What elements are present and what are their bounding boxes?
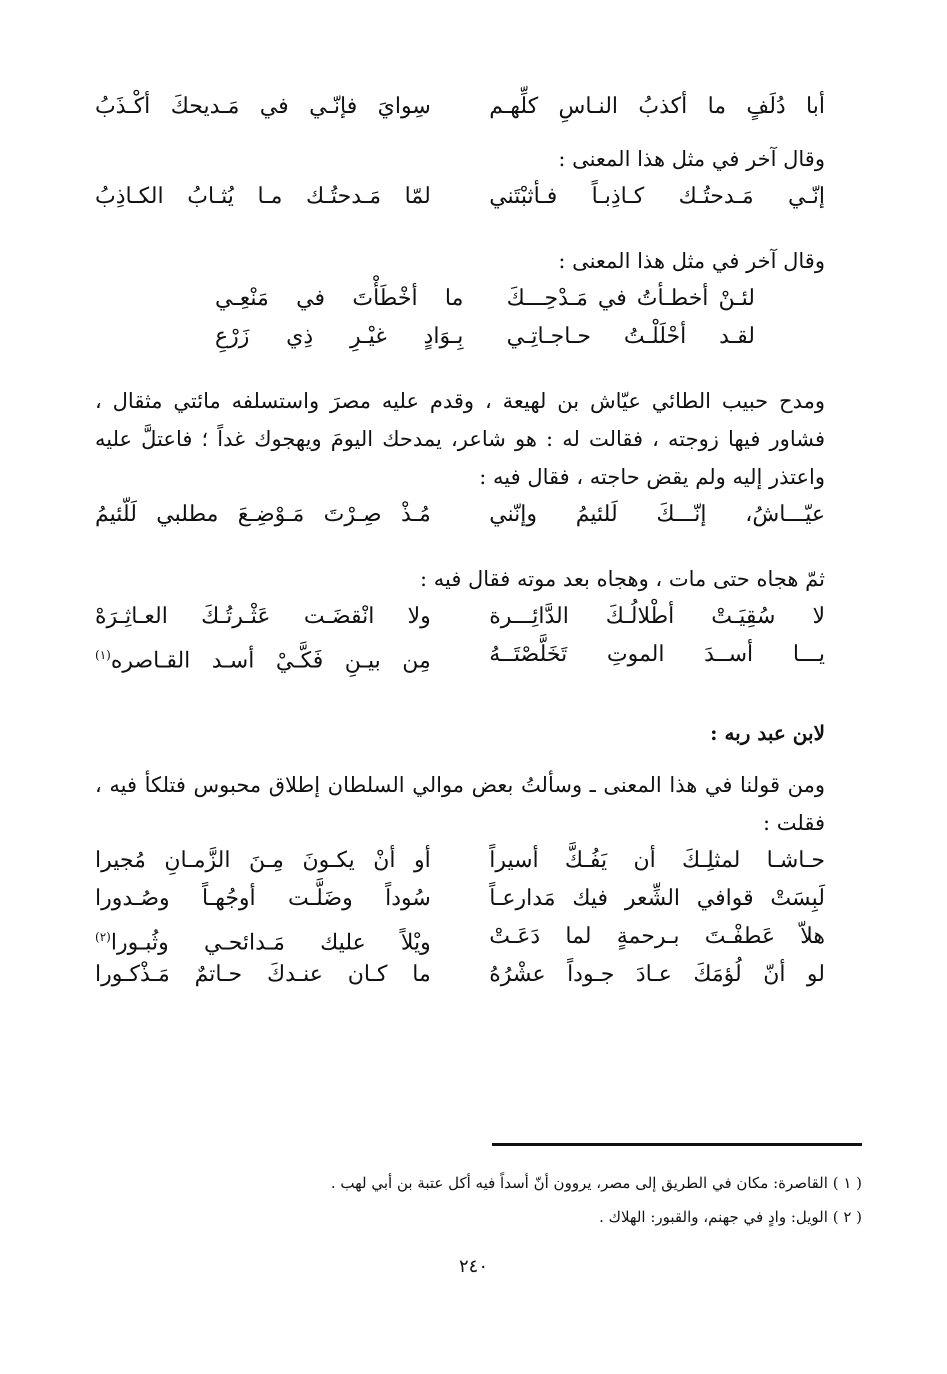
verse-line <box>95 88 825 126</box>
footnote-divider <box>492 1143 862 1146</box>
verse-second-hemistich: سُوداً وضَلَّـت أوجُهـاً وصُـدورا <box>95 886 431 911</box>
verse-second-hemistich: سِوايَ فإنّـي في مَـديحكَ أكْـذَبُ <box>95 94 431 119</box>
verse-first-hemistich: عيّـــاشُ، إنّـــكَ لَلئيمُ وإنّني <box>489 502 825 527</box>
footnote: ( ١ ) القاصرة: مكان في الطريق إلى مصر، يروون أنّ أسداً فيه أكل عتبة بن أبي لهب . <box>330 1174 862 1192</box>
verse-second-hemistich: ما كـان عنـدكَ حـاتمٌ مَـذْكـورا <box>95 962 431 987</box>
hemistich-text: ويْلاً عليك مَـدائحـي وثُبـورا <box>110 930 431 956</box>
verse-line <box>95 880 825 918</box>
verse-introduction: ثمّ هجاه حتى مات ، وهجاه بعد موته فقال فيه : <box>419 567 825 591</box>
verse-first-hemistich: لا سُقِيَـتْ أطْلالُـكَ الدَّائِـــرة <box>489 604 825 629</box>
page-number: ٢٤٠ <box>458 1256 488 1277</box>
verse-line <box>95 842 825 880</box>
hemistich-text: مِن بيـنِ فَكَّـيْ أسـد القـاصره <box>110 648 431 674</box>
verse-second-hemistich: بِـوَادٍ غيْـرِ ذِي زَرْعِ <box>215 324 464 349</box>
verse-line <box>95 318 825 356</box>
verse-line <box>95 280 825 318</box>
verse-first-hemistich: لَبِسَتْ قوافي الشِّعر فيك مَدارعـاً <box>489 886 825 911</box>
verse-second-hemistich: مُـذْ صِـرْتَ مَـوْضِـعَ مطلبي لَلّئيمُ <box>95 502 431 527</box>
verse-second-hemistich: ولا انْقضَـت عَثْـرتُـكَ العـاثِـرَهْ <box>95 604 431 629</box>
verse-introduction: وقال آخر في مثل هذا المعنى : <box>558 147 825 171</box>
section-heading: لابن عبد ربه : <box>710 721 825 745</box>
verse-second-hemistich: أو أنْ يكـونَ مِـنَ الزَّمـانِ مُجيرا <box>95 848 431 873</box>
verse-line <box>95 598 825 636</box>
verse-first-hemistich: لو أنّ لُؤمَكَ عـادَ جـوداً عشْرُهُ <box>489 962 825 987</box>
footnote-marker: (٢) <box>95 930 111 944</box>
verse-second-hemistich: لمّا مَـدحتُـك مـا يُثـابُ الكـاذِبُ <box>95 184 431 209</box>
verse-first-hemistich: يـــا أســدَ الموتِ تَخَلَّصْتَــهُ <box>489 642 825 667</box>
verse-first-hemistich: حـاشـا لمثلِـكَ أن يَفُـكَّ أسيراً <box>489 848 825 873</box>
verse-line <box>95 956 825 994</box>
verse-first-hemistich: لقـد أحْلَلْـتُ حـاجـاتِـي <box>506 324 755 349</box>
verse-second-hemistich: ما أخْطَأْتَ في مَنْعِـي <box>215 286 464 311</box>
page-body <box>95 88 825 994</box>
verse-second-hemistich <box>95 636 431 674</box>
footnote-marker: (١) <box>95 648 111 662</box>
prose-paragraph: ومن قولنا في هذا المعنى ـ وسألتُ بعض موالي السلطان إطلاق محبوس فتلكأ فيه ، فقلت : <box>95 773 825 835</box>
verse-first-hemistich: هلاّ عَطفْـتَ بـرحمةٍ لما دَعَـتْ <box>489 924 825 949</box>
verse-second-hemistich <box>95 918 431 956</box>
verse-line <box>95 918 825 956</box>
footnote: ( ٢ ) الويل: وادٍ في جهنم، والقبور: الهلاك . <box>599 1208 862 1226</box>
verse-first-hemistich: أبا دُلَفٍ ما أكذبُ النـاسِ كلِّهـم <box>489 94 825 119</box>
verse-first-hemistich: إنّـي مَـدحتُـك كـاذِبـاً فـأثبْتَني <box>489 184 825 209</box>
verse-first-hemistich: لئـنْ أخطـأتُ في مَـدْحِـــكَ <box>506 286 755 311</box>
verse-line <box>95 178 825 216</box>
verse-line <box>95 636 825 674</box>
prose-paragraph: ومدح حبيب الطائي عيّاش بن لهيعة ، وقدم عليه مصرَ واستسلفه مائتي مثقال ، فشاور فيها زوجته ، فقالت له : هو شاعر، يمدحك اليومَ ويهجوك غداً ؛ فاعتلَّ عليه واعتذر إليه ولم يقض حاجته ، فقال فيه : <box>95 389 825 489</box>
verse-line <box>95 496 825 534</box>
verse-introduction: وقال آخر في مثل هذا المعنى : <box>558 249 825 273</box>
footnotes <box>142 1166 862 1234</box>
